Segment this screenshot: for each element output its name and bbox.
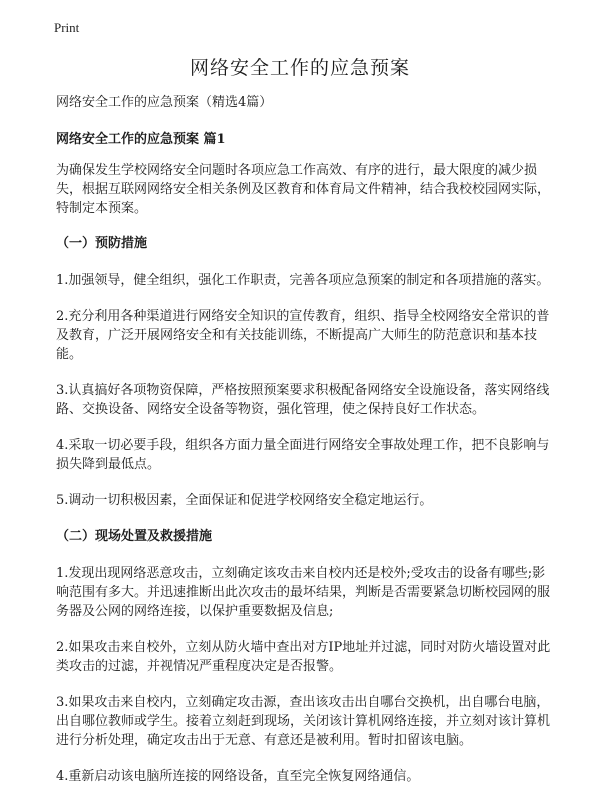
prevention-item-4: 4.采取一切必要手段，组织各方面力量全面进行网络安全事故处理工作，把不良影响与损失降到最低点。 (56, 438, 550, 472)
article-heading: 网络安全工作的应急预案 篇1 (56, 132, 226, 147)
response-item-4: 4.重新启动该电脑所连接的网络设备，直至完全恢复网络通信。 (56, 769, 420, 784)
section-heading-response: （二）现场处置及救援措施 (56, 529, 213, 544)
response-item-1: 1.发现出现网络恶意攻击，立刻确定该攻击来自校内还是校外;受攻击的设备有哪些;影响范围有多大。并迅速推断出此次攻击的最坏结果，判断是否需要紧急切断校园网的服务器及公网的网络连接，以保护重要数据及信息; (56, 566, 551, 619)
prevention-item-5: 5.调动一切积极因素，全面保证和促进学校网络安全稳定地运行。 (56, 493, 433, 508)
response-item-2: 2.如果攻击来自校外，立刻从防火墙中查出对方IP地址并过滤，同时对防火墙设置对此类攻击的过滤，并视情况严重程度决定是否报警。 (56, 640, 551, 674)
prevention-item-3: 3.认真搞好各项物资保障，严格按照预案要求积极配备网络安全设施设备，落实网络线路、交换设备、网络安全设备等物资，强化管理，使之保持良好工作状态。 (56, 383, 550, 417)
response-item-3: 3.如果攻击来自校内，立刻确定攻击源，查出该攻击出自哪台交换机，出自哪台电脑，出自哪位教师或学生。接着立刻赶到现场，关闭该计算机网络连接，并立刻对该计算机进行分析处理，确定攻击出于无意、有意还是被利用。暂时扣留该电脑。 (56, 695, 551, 748)
prevention-item-1: 1.加强领导，健全组织，强化工作职责，完善各项应急预案的制定和各项措施的落实。 (56, 273, 550, 288)
intro-paragraph: 为确保发生学校网络安全问题时各项应急工作高效、有序的进行，最大限度的减少损失，根据互联网网络安全相关条例及区教育和体育局文件精神，结合我校校园网实际，特制定本预案。 (56, 163, 551, 216)
print-label: Print (54, 20, 80, 35)
document-subtitle: 网络安全工作的应急预案（精选4篇） (56, 95, 273, 110)
section-heading-prevention: （一）预防措施 (56, 236, 148, 251)
page-title: 网络安全工作的应急预案 (189, 57, 410, 79)
document-body (56, 93, 556, 803)
prevention-item-2: 2.充分利用各种渠道进行网络安全知识的宣传教育，组织、指导全校网络安全常识的普及教育，广泛开展网络安全和有关技能训练，不断提高广大师生的防范意识和基本技能。 (56, 309, 550, 362)
